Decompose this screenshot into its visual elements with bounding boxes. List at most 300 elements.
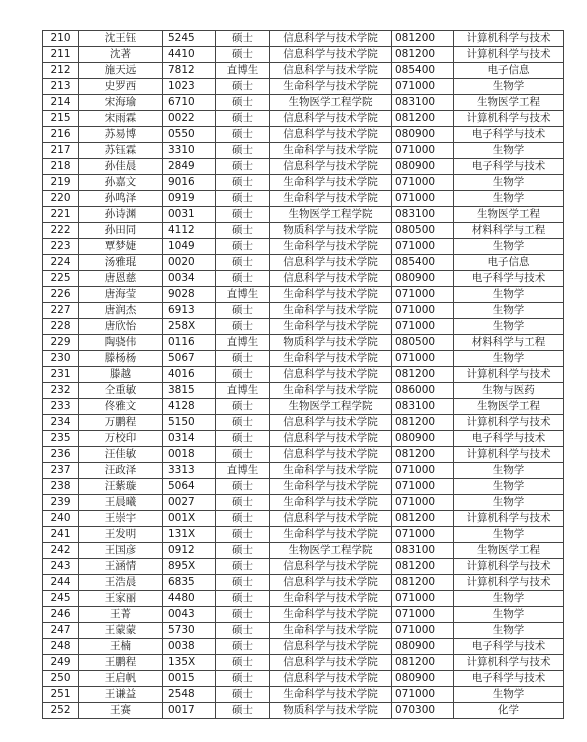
- major-name-cell: 电子科学与技术: [454, 127, 564, 143]
- school-cell: 信息科学与技术学院: [270, 511, 392, 527]
- degree-type-cell: 硕士: [216, 639, 270, 655]
- school-cell: 生命科学与技术学院: [270, 495, 392, 511]
- student-name-cell: 唐欣怡: [79, 319, 163, 335]
- major-code-cell: 081200: [392, 415, 454, 431]
- major-code-cell: 071000: [392, 303, 454, 319]
- major-name-cell: 电子科学与技术: [454, 271, 564, 287]
- major-code-cell: 083100: [392, 207, 454, 223]
- table-row: [43, 31, 564, 47]
- major-code-cell: 080900: [392, 127, 454, 143]
- major-name-cell: 计算机科学与技术: [454, 511, 564, 527]
- major-name-cell: 计算机科学与技术: [454, 447, 564, 463]
- student-name-cell: 王崇宇: [79, 511, 163, 527]
- student-name-cell: 宋海瑜: [79, 95, 163, 111]
- seq-number-cell: 214: [43, 95, 79, 111]
- major-name-cell: 电子科学与技术: [454, 639, 564, 655]
- major-name-cell: 生物与医药: [454, 383, 564, 399]
- table-row: [43, 463, 564, 479]
- table-row: [43, 79, 564, 95]
- id-suffix-cell: 0919: [163, 191, 216, 207]
- major-code-cell: 081200: [392, 559, 454, 575]
- student-name-cell: 万鹏程: [79, 415, 163, 431]
- major-code-cell: 080900: [392, 159, 454, 175]
- seq-number-cell: 249: [43, 655, 79, 671]
- table-row: [43, 415, 564, 431]
- student-name-cell: 滕越: [79, 367, 163, 383]
- student-name-cell: 苏钰霖: [79, 143, 163, 159]
- school-cell: 生命科学与技术学院: [270, 351, 392, 367]
- student-name-cell: 苏易博: [79, 127, 163, 143]
- degree-type-cell: 硕士: [216, 271, 270, 287]
- school-cell: 信息科学与技术学院: [270, 415, 392, 431]
- school-cell: 生命科学与技术学院: [270, 527, 392, 543]
- table-row: [43, 47, 564, 63]
- seq-number-cell: 237: [43, 463, 79, 479]
- table-row: [43, 367, 564, 383]
- table-row: [43, 143, 564, 159]
- student-name-cell: 唐润杰: [79, 303, 163, 319]
- degree-type-cell: 硕士: [216, 655, 270, 671]
- id-suffix-cell: 0038: [163, 639, 216, 655]
- table-row: [43, 527, 564, 543]
- table-row: [43, 95, 564, 111]
- degree-type-cell: 硕士: [216, 95, 270, 111]
- roster-sheet: [42, 30, 563, 719]
- school-cell: 生命科学与技术学院: [270, 623, 392, 639]
- table-row: [43, 703, 564, 719]
- major-name-cell: 生物学: [454, 463, 564, 479]
- student-name-cell: 陶骁伟: [79, 335, 163, 351]
- major-name-cell: 生物学: [454, 143, 564, 159]
- degree-type-cell: 硕士: [216, 559, 270, 575]
- major-code-cell: 071000: [392, 319, 454, 335]
- major-code-cell: 080900: [392, 671, 454, 687]
- table-row: [43, 335, 564, 351]
- seq-number-cell: 228: [43, 319, 79, 335]
- id-suffix-cell: 2548: [163, 687, 216, 703]
- seq-number-cell: 221: [43, 207, 79, 223]
- seq-number-cell: 220: [43, 191, 79, 207]
- degree-type-cell: 硕士: [216, 607, 270, 623]
- id-suffix-cell: 0027: [163, 495, 216, 511]
- seq-number-cell: 226: [43, 287, 79, 303]
- student-name-cell: 王国彦: [79, 543, 163, 559]
- id-suffix-cell: 0031: [163, 207, 216, 223]
- seq-number-cell: 222: [43, 223, 79, 239]
- major-name-cell: 生物学: [454, 479, 564, 495]
- id-suffix-cell: 5064: [163, 479, 216, 495]
- major-code-cell: 080900: [392, 271, 454, 287]
- student-name-cell: 王涵情: [79, 559, 163, 575]
- table-row: [43, 495, 564, 511]
- id-suffix-cell: 9028: [163, 287, 216, 303]
- student-name-cell: 王谦益: [79, 687, 163, 703]
- student-name-cell: 孙佳晨: [79, 159, 163, 175]
- student-name-cell: 孙诗渊: [79, 207, 163, 223]
- student-name-cell: 王菁: [79, 607, 163, 623]
- student-name-cell: 仝重敏: [79, 383, 163, 399]
- school-cell: 生命科学与技术学院: [270, 319, 392, 335]
- major-name-cell: 电子科学与技术: [454, 431, 564, 447]
- degree-type-cell: 硕士: [216, 447, 270, 463]
- degree-type-cell: 硕士: [216, 191, 270, 207]
- student-name-cell: 王发明: [79, 527, 163, 543]
- degree-type-cell: 硕士: [216, 303, 270, 319]
- school-cell: 信息科学与技术学院: [270, 159, 392, 175]
- school-cell: 信息科学与技术学院: [270, 255, 392, 271]
- degree-type-cell: 硕士: [216, 255, 270, 271]
- major-code-cell: 083100: [392, 543, 454, 559]
- degree-type-cell: 硕士: [216, 687, 270, 703]
- degree-type-cell: 硕士: [216, 223, 270, 239]
- seq-number-cell: 215: [43, 111, 79, 127]
- id-suffix-cell: 5730: [163, 623, 216, 639]
- seq-number-cell: 229: [43, 335, 79, 351]
- id-suffix-cell: 1023: [163, 79, 216, 95]
- school-cell: 生命科学与技术学院: [270, 479, 392, 495]
- degree-type-cell: 硕士: [216, 591, 270, 607]
- id-suffix-cell: 4112: [163, 223, 216, 239]
- school-cell: 生命科学与技术学院: [270, 79, 392, 95]
- major-code-cell: 071000: [392, 79, 454, 95]
- roster-body: [43, 31, 564, 719]
- major-code-cell: 085400: [392, 63, 454, 79]
- degree-type-cell: 硕士: [216, 399, 270, 415]
- major-code-cell: 070300: [392, 703, 454, 719]
- school-cell: 生命科学与技术学院: [270, 591, 392, 607]
- id-suffix-cell: 0015: [163, 671, 216, 687]
- school-cell: 生命科学与技术学院: [270, 143, 392, 159]
- seq-number-cell: 252: [43, 703, 79, 719]
- school-cell: 信息科学与技术学院: [270, 671, 392, 687]
- major-code-cell: 071000: [392, 463, 454, 479]
- table-row: [43, 607, 564, 623]
- major-code-cell: 071000: [392, 175, 454, 191]
- major-name-cell: 化学: [454, 703, 564, 719]
- student-name-cell: 孙嘉文: [79, 175, 163, 191]
- major-name-cell: 电子科学与技术: [454, 671, 564, 687]
- degree-type-cell: 硕士: [216, 415, 270, 431]
- table-row: [43, 591, 564, 607]
- table-row: [43, 207, 564, 223]
- id-suffix-cell: 0912: [163, 543, 216, 559]
- major-code-cell: 071000: [392, 607, 454, 623]
- school-cell: 信息科学与技术学院: [270, 639, 392, 655]
- degree-type-cell: 硕士: [216, 239, 270, 255]
- degree-type-cell: 直博生: [216, 287, 270, 303]
- school-cell: 信息科学与技术学院: [270, 31, 392, 47]
- student-name-cell: 王赛: [79, 703, 163, 719]
- seq-number-cell: 248: [43, 639, 79, 655]
- table-row: [43, 511, 564, 527]
- degree-type-cell: 硕士: [216, 127, 270, 143]
- school-cell: 物质科学与技术学院: [270, 223, 392, 239]
- major-name-cell: 生物学: [454, 319, 564, 335]
- student-name-cell: 孙鸣泽: [79, 191, 163, 207]
- seq-number-cell: 250: [43, 671, 79, 687]
- student-name-cell: 史罗西: [79, 79, 163, 95]
- table-row: [43, 671, 564, 687]
- major-name-cell: 电子信息: [454, 255, 564, 271]
- degree-type-cell: 硕士: [216, 143, 270, 159]
- degree-type-cell: 直博生: [216, 335, 270, 351]
- degree-type-cell: 硕士: [216, 431, 270, 447]
- seq-number-cell: 223: [43, 239, 79, 255]
- school-cell: 信息科学与技术学院: [270, 63, 392, 79]
- table-row: [43, 111, 564, 127]
- major-name-cell: 生物医学工程: [454, 207, 564, 223]
- admission-roster-table: [42, 30, 564, 719]
- degree-type-cell: 直博生: [216, 383, 270, 399]
- student-name-cell: 万校印: [79, 431, 163, 447]
- table-row: [43, 175, 564, 191]
- major-code-cell: 086000: [392, 383, 454, 399]
- major-name-cell: 生物学: [454, 287, 564, 303]
- id-suffix-cell: 3313: [163, 463, 216, 479]
- table-row: [43, 287, 564, 303]
- major-code-cell: 081200: [392, 575, 454, 591]
- seq-number-cell: 247: [43, 623, 79, 639]
- school-cell: 物质科学与技术学院: [270, 335, 392, 351]
- major-name-cell: 计算机科学与技术: [454, 47, 564, 63]
- school-cell: 信息科学与技术学院: [270, 367, 392, 383]
- seq-number-cell: 234: [43, 415, 79, 431]
- major-name-cell: 生物医学工程: [454, 399, 564, 415]
- school-cell: 生物医学工程学院: [270, 95, 392, 111]
- major-name-cell: 生物医学工程: [454, 95, 564, 111]
- degree-type-cell: 硕士: [216, 511, 270, 527]
- student-name-cell: 王启帆: [79, 671, 163, 687]
- seq-number-cell: 210: [43, 31, 79, 47]
- major-name-cell: 生物学: [454, 607, 564, 623]
- school-cell: 生命科学与技术学院: [270, 463, 392, 479]
- school-cell: 生物医学工程学院: [270, 399, 392, 415]
- id-suffix-cell: 258X: [163, 319, 216, 335]
- student-name-cell: 王家丽: [79, 591, 163, 607]
- degree-type-cell: 硕士: [216, 159, 270, 175]
- major-name-cell: 生物学: [454, 623, 564, 639]
- student-name-cell: 施天远: [79, 63, 163, 79]
- major-code-cell: 081200: [392, 447, 454, 463]
- id-suffix-cell: 7812: [163, 63, 216, 79]
- school-cell: 生命科学与技术学院: [270, 303, 392, 319]
- seq-number-cell: 238: [43, 479, 79, 495]
- major-name-cell: 材料科学与工程: [454, 223, 564, 239]
- id-suffix-cell: 001X: [163, 511, 216, 527]
- table-row: [43, 319, 564, 335]
- major-code-cell: 071000: [392, 527, 454, 543]
- major-name-cell: 电子信息: [454, 63, 564, 79]
- seq-number-cell: 236: [43, 447, 79, 463]
- student-name-cell: 汤雅琨: [79, 255, 163, 271]
- student-name-cell: 唐恩慈: [79, 271, 163, 287]
- major-name-cell: 生物学: [454, 239, 564, 255]
- degree-type-cell: 硕士: [216, 527, 270, 543]
- student-name-cell: 孙田同: [79, 223, 163, 239]
- major-name-cell: 计算机科学与技术: [454, 655, 564, 671]
- school-cell: 生命科学与技术学院: [270, 687, 392, 703]
- degree-type-cell: 硕士: [216, 479, 270, 495]
- seq-number-cell: 227: [43, 303, 79, 319]
- seq-number-cell: 217: [43, 143, 79, 159]
- major-name-cell: 计算机科学与技术: [454, 367, 564, 383]
- table-row: [43, 127, 564, 143]
- degree-type-cell: 硕士: [216, 175, 270, 191]
- student-name-cell: 沈王钰: [79, 31, 163, 47]
- id-suffix-cell: 895X: [163, 559, 216, 575]
- id-suffix-cell: 0017: [163, 703, 216, 719]
- major-code-cell: 083100: [392, 399, 454, 415]
- school-cell: 信息科学与技术学院: [270, 559, 392, 575]
- major-name-cell: 计算机科学与技术: [454, 111, 564, 127]
- degree-type-cell: 直博生: [216, 63, 270, 79]
- major-code-cell: 071000: [392, 351, 454, 367]
- school-cell: 信息科学与技术学院: [270, 271, 392, 287]
- major-code-cell: 081200: [392, 111, 454, 127]
- id-suffix-cell: 0043: [163, 607, 216, 623]
- school-cell: 信息科学与技术学院: [270, 447, 392, 463]
- table-row: [43, 303, 564, 319]
- id-suffix-cell: 0550: [163, 127, 216, 143]
- id-suffix-cell: 3310: [163, 143, 216, 159]
- id-suffix-cell: 0018: [163, 447, 216, 463]
- major-name-cell: 计算机科学与技术: [454, 575, 564, 591]
- seq-number-cell: 244: [43, 575, 79, 591]
- student-name-cell: 王鹏程: [79, 655, 163, 671]
- id-suffix-cell: 0116: [163, 335, 216, 351]
- school-cell: 信息科学与技术学院: [270, 47, 392, 63]
- table-row: [43, 271, 564, 287]
- major-code-cell: 071000: [392, 143, 454, 159]
- seq-number-cell: 225: [43, 271, 79, 287]
- school-cell: 生命科学与技术学院: [270, 239, 392, 255]
- id-suffix-cell: 1049: [163, 239, 216, 255]
- degree-type-cell: 硕士: [216, 703, 270, 719]
- id-suffix-cell: 6835: [163, 575, 216, 591]
- seq-number-cell: 245: [43, 591, 79, 607]
- major-code-cell: 071000: [392, 687, 454, 703]
- major-code-cell: 071000: [392, 479, 454, 495]
- table-row: [43, 543, 564, 559]
- student-name-cell: 沈著: [79, 47, 163, 63]
- seq-number-cell: 231: [43, 367, 79, 383]
- table-row: [43, 191, 564, 207]
- degree-type-cell: 直博生: [216, 463, 270, 479]
- seq-number-cell: 235: [43, 431, 79, 447]
- major-code-cell: 071000: [392, 591, 454, 607]
- degree-type-cell: 硕士: [216, 207, 270, 223]
- major-code-cell: 071000: [392, 623, 454, 639]
- id-suffix-cell: 6710: [163, 95, 216, 111]
- major-name-cell: 计算机科学与技术: [454, 559, 564, 575]
- seq-number-cell: 212: [43, 63, 79, 79]
- school-cell: 物质科学与技术学院: [270, 703, 392, 719]
- school-cell: 生命科学与技术学院: [270, 191, 392, 207]
- degree-type-cell: 硕士: [216, 111, 270, 127]
- id-suffix-cell: 4480: [163, 591, 216, 607]
- id-suffix-cell: 3815: [163, 383, 216, 399]
- major-name-cell: 生物学: [454, 351, 564, 367]
- seq-number-cell: 240: [43, 511, 79, 527]
- school-cell: 生命科学与技术学院: [270, 287, 392, 303]
- major-name-cell: 计算机科学与技术: [454, 415, 564, 431]
- major-code-cell: 083100: [392, 95, 454, 111]
- major-code-cell: 081200: [392, 367, 454, 383]
- major-code-cell: 080900: [392, 431, 454, 447]
- seq-number-cell: 232: [43, 383, 79, 399]
- table-row: [43, 431, 564, 447]
- id-suffix-cell: 131X: [163, 527, 216, 543]
- major-name-cell: 生物学: [454, 191, 564, 207]
- student-name-cell: 宋雨霖: [79, 111, 163, 127]
- id-suffix-cell: 5150: [163, 415, 216, 431]
- major-code-cell: 080900: [392, 639, 454, 655]
- major-name-cell: 生物学: [454, 79, 564, 95]
- student-name-cell: 王晨曦: [79, 495, 163, 511]
- student-name-cell: 汪紫璇: [79, 479, 163, 495]
- student-name-cell: 王浩晨: [79, 575, 163, 591]
- table-row: [43, 399, 564, 415]
- major-code-cell: 080500: [392, 223, 454, 239]
- id-suffix-cell: 0034: [163, 271, 216, 287]
- student-name-cell: 唐海莹: [79, 287, 163, 303]
- degree-type-cell: 硕士: [216, 623, 270, 639]
- table-row: [43, 239, 564, 255]
- seq-number-cell: 230: [43, 351, 79, 367]
- school-cell: 生命科学与技术学院: [270, 607, 392, 623]
- seq-number-cell: 218: [43, 159, 79, 175]
- id-suffix-cell: 0314: [163, 431, 216, 447]
- major-name-cell: 计算机科学与技术: [454, 31, 564, 47]
- table-row: [43, 63, 564, 79]
- table-row: [43, 623, 564, 639]
- seq-number-cell: 211: [43, 47, 79, 63]
- major-code-cell: 071000: [392, 191, 454, 207]
- school-cell: 生物医学工程学院: [270, 207, 392, 223]
- degree-type-cell: 硕士: [216, 543, 270, 559]
- table-row: [43, 479, 564, 495]
- major-name-cell: 生物学: [454, 175, 564, 191]
- seq-number-cell: 241: [43, 527, 79, 543]
- id-suffix-cell: 9016: [163, 175, 216, 191]
- major-name-cell: 生物学: [454, 303, 564, 319]
- table-row: [43, 159, 564, 175]
- seq-number-cell: 213: [43, 79, 79, 95]
- id-suffix-cell: 6913: [163, 303, 216, 319]
- degree-type-cell: 硕士: [216, 319, 270, 335]
- table-row: [43, 351, 564, 367]
- id-suffix-cell: 0022: [163, 111, 216, 127]
- table-row: [43, 655, 564, 671]
- seq-number-cell: 246: [43, 607, 79, 623]
- school-cell: 生命科学与技术学院: [270, 175, 392, 191]
- student-name-cell: 佟雅文: [79, 399, 163, 415]
- school-cell: 信息科学与技术学院: [270, 127, 392, 143]
- degree-type-cell: 硕士: [216, 671, 270, 687]
- id-suffix-cell: 5245: [163, 31, 216, 47]
- major-name-cell: 材料科学与工程: [454, 335, 564, 351]
- id-suffix-cell: 5067: [163, 351, 216, 367]
- school-cell: 生物医学工程学院: [270, 543, 392, 559]
- major-name-cell: 生物学: [454, 687, 564, 703]
- degree-type-cell: 硕士: [216, 575, 270, 591]
- major-code-cell: 081200: [392, 47, 454, 63]
- major-name-cell: 电子科学与技术: [454, 159, 564, 175]
- major-name-cell: 生物医学工程: [454, 543, 564, 559]
- major-code-cell: 080500: [392, 335, 454, 351]
- id-suffix-cell: 2849: [163, 159, 216, 175]
- id-suffix-cell: 0020: [163, 255, 216, 271]
